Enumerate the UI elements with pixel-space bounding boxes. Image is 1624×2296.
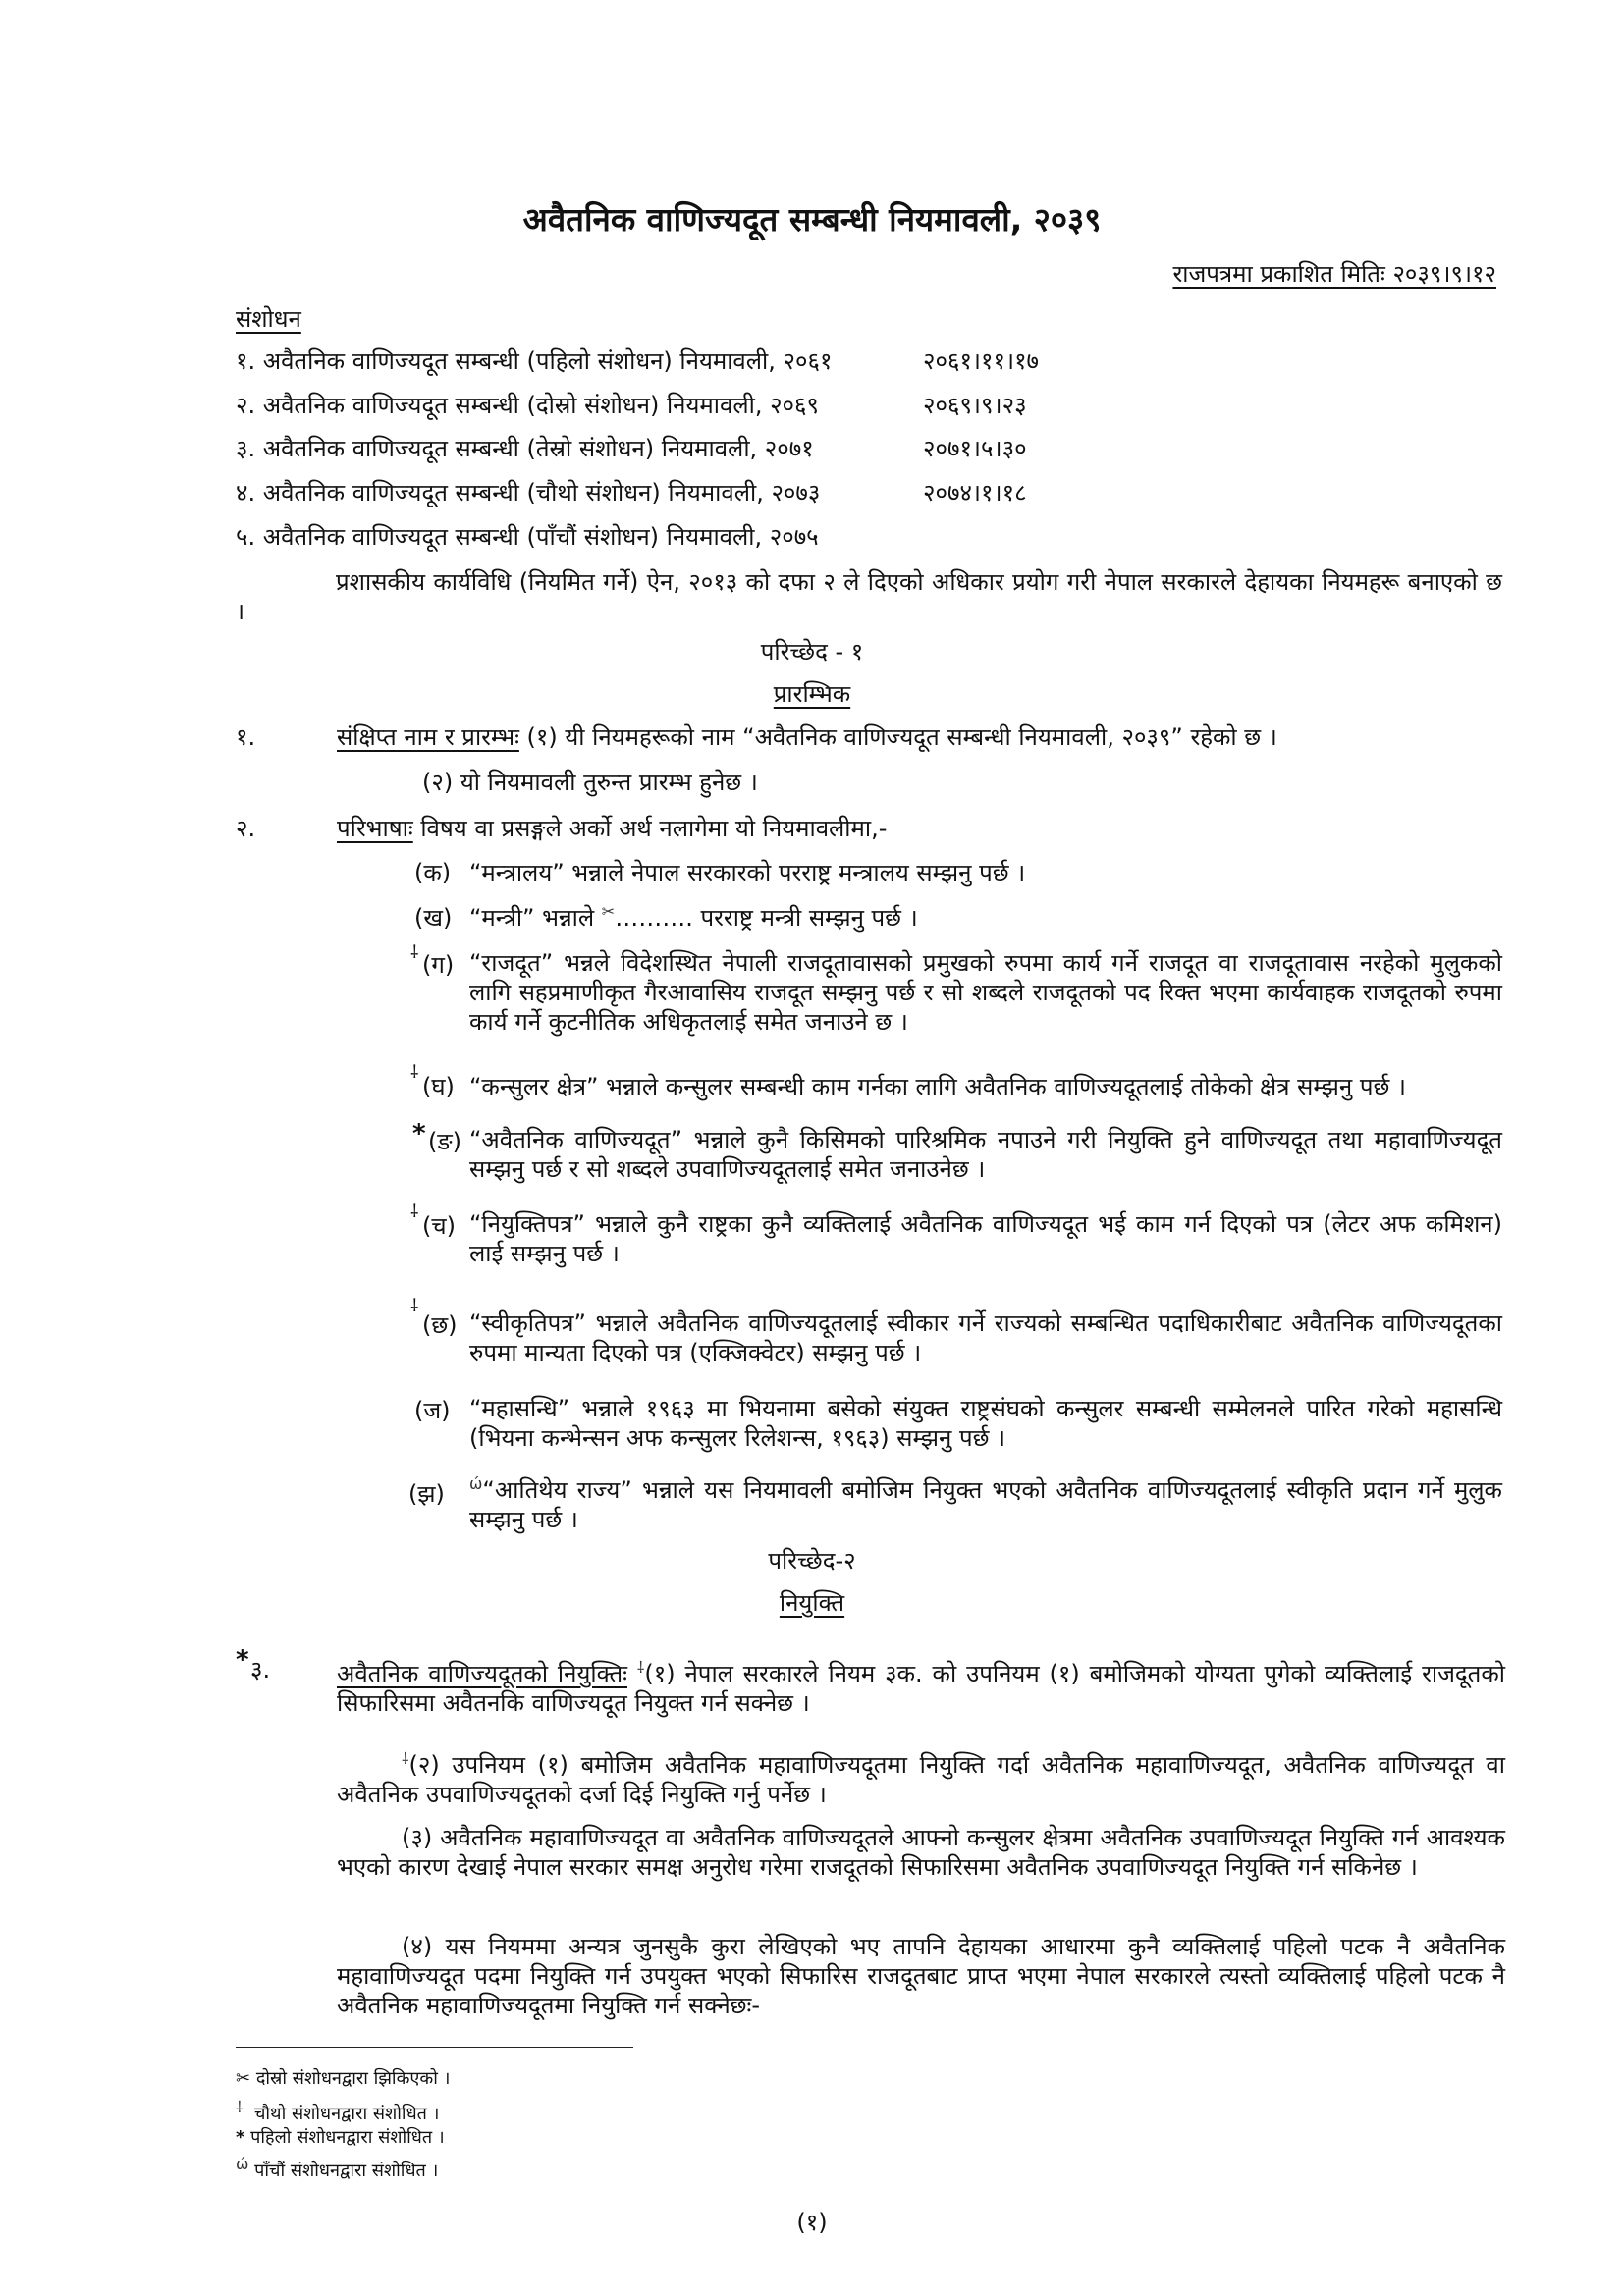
asterisk-icon: * <box>412 1119 426 1148</box>
rule-2 <box>337 812 887 844</box>
footnote-text: चौथो संशोधनद्वारा संशोधित । <box>253 2104 440 2124</box>
amendment-item <box>236 389 1365 421</box>
rule-3-heading: अवैतनिक वाणिज्यदूतको नियुक्तिः <box>337 1660 627 1687</box>
amendment-item <box>236 345 1365 377</box>
rule-3-sub-1-text: (१) नेपाल सरकारले नियम ३क. को उपनियम (१) बमोजिमको योग्यता पुगेको व्यक्तिलाई राजदूतको सिफारिसमा अवैतनकि वाणिज्यदूत नियुक्त गर्न सक्नेछ । <box>337 1660 1506 1717</box>
rule-3-sub-4: (४) यस नियममा अन्यत्र जुनसुकै कुरा लेखिएको भए तापनि देहायका आधारमा कुनै व्यक्तिलाई पहिलो पटक नै अवैतनिक महावाणिज्यदूत पदमा नियुक्ति गर्न उपयुक्त भएको सिफारिस राजदूतबाट प्राप्त भएमा नेपाल सरकारले त्यस्तो व्यक्तिलाई पहिलो पटक नै अवैतनिक महावाणिज्यदूतमा नियुक्ति गर्न सक्नेछः- <box>337 1933 1505 2019</box>
amendment-item <box>236 432 1365 464</box>
clause-text: “कन्सुलर क्षेत्र” भन्नाले कन्सुलर सम्बन्धी काम गर्नका लागि अवैतनिक वाणिज्यदूतलाई तोकेको क्षेत्र सम्झनु पर्छ । <box>469 1073 1407 1100</box>
amendment-item <box>236 476 1365 508</box>
rule-1-text: (१) यी नियमहरूको नाम “अवैतनिक वाणिज्यदूत सम्बन्धी नियमावली, २०३९” रहेको छ । <box>518 723 1277 751</box>
clause-label: (क) <box>414 859 452 886</box>
dagger-icon: ⸸ <box>410 1296 419 1316</box>
rule-2-heading: परिभाषाः <box>337 815 413 842</box>
clause-label: (ख) <box>414 904 453 932</box>
clause-text <box>469 1469 1502 1534</box>
clause-text-before: “मन्त्री” भन्नाले <box>469 904 602 932</box>
gazette-date: राजपत्रमा प्रकाशित मितिः २०३९।९।१२ <box>1172 260 1496 288</box>
chapter-1-label: परिच्छेद - १ <box>760 638 864 666</box>
amendments-heading: संशोधन <box>236 305 301 333</box>
amendment-title: ३. अवैतनिक वाणिज्यदूत सम्बन्धी (तेस्रो संशोधन) नियमावली, २०७१ <box>236 435 814 462</box>
dagger-icon: ⸸ <box>636 1658 645 1677</box>
asterisk-icon: * <box>236 2127 245 2148</box>
document-title: अवैतनिक वाणिज्यदूत सम्बन्धी नियमावली, २०३९ <box>522 200 1102 239</box>
clause-label: (झ) <box>408 1480 445 1508</box>
rule-2-text: विषय वा प्रसङ्गले अर्को अर्थ नलागेमा यो नियमावलीमा,- <box>412 815 888 842</box>
clause-label: (ङ) <box>428 1128 462 1155</box>
clause-label: (घ) <box>422 1073 455 1100</box>
dagger-icon: ⸸ <box>410 1201 419 1222</box>
scissors-icon: ✂ <box>601 902 616 921</box>
omega-icon: ώ <box>236 2155 249 2173</box>
clause-text-body: “आतिथेय राज्य” भन्नाले यस नियमावली बमोजिम नियुक्त भएको अवैतनिक वाणिज्यदूतलाई स्वीकृति प्रदान गर्ने मुलुक सम्झनु पर्छ । <box>469 1476 1502 1533</box>
rule-3-number: ३. <box>250 1656 271 1683</box>
clause-text: “मन्त्रालय” भन्नाले नेपाल सरकारको परराष्ट्र मन्त्रालय सम्झनु पर्छ । <box>469 859 1026 886</box>
footnote <box>236 2125 445 2149</box>
dagger-icon: ⸸ <box>402 1749 409 1768</box>
rule-3-sub-3: (३) अवैतनिक महावाणिज्यदूत वा अवैतनिक वाणिज्यदूतले आफ्नो कन्सुलर क्षेत्रमा अवैतनिक उपवाणिज्यदूत नियुक्ति गर्न आवश्यक भएको कारण देखाई नेपाल सरकार समक्ष अनुरोध गरेमा राजदूतको सिफारिसमा अवैतनिक उपवाणिज्यदूत नियुक्ति गर्न सकिनेछ । <box>337 1824 1505 1881</box>
rule-1 <box>337 721 1277 753</box>
footnote <box>236 2066 450 2090</box>
amendment-item <box>236 520 1365 553</box>
dagger-icon: ⸸ <box>236 2098 244 2116</box>
clause-text: “स्वीकृतिपत्र” भन्नाले अवैतनिक वाणिज्यदूतलाई स्वीकार गर्ने राज्यको सम्बन्धित पदाधिकारीबाट अवैतनिक वाणिज्यदूतका रुपमा मान्यता दिएको पत्र (एक्जिक्वेटर) सम्झनु पर्छ । <box>469 1309 1502 1366</box>
rule-3-sub-1 <box>337 1653 1505 1718</box>
amendment-title: १. अवैतनिक वाणिज्यदूत सम्बन्धी (पहिलो संशोधन) नियमावली, २०६१ <box>236 347 833 375</box>
footnote <box>236 2096 439 2125</box>
footnote-text: पाँचौं संशोधनद्वारा संशोधित । <box>254 2161 439 2181</box>
amendment-title: ५. अवैतनिक वाणिज्यदूत सम्बन्धी (पाँचौं संशोधन) नियमावली, २०७५ <box>236 523 819 551</box>
rule-1-number: १. <box>236 723 256 751</box>
page-number: (१) <box>796 2209 828 2236</box>
rule-1-sub-2: (२) यो नियमावली तुरुन्त प्रारम्भ हुनेछ । <box>422 769 758 796</box>
clause-text: “अवैतनिक वाणिज्यदूत” भन्नाले कुनै किसिमको पारिश्रमिक नपाउने गरी नियुक्ति हुने वाणिज्यदूत तथा महावाणिज्यदूत सम्झनु पर्छ र सो शब्दले उपवाणिज्यदूतलाई समेत जनाउनेछ । <box>469 1126 1502 1183</box>
amendment-title: ४. अवैतनिक वाणिज्यदूत सम्बन्धी (चौथो संशोधन) नियमावली, २०७३ <box>236 479 821 507</box>
clause-text <box>469 901 918 934</box>
chapter-2-label: परिच्छेद-२ <box>768 1547 856 1575</box>
dagger-icon: ⸸ <box>410 1062 419 1083</box>
amendment-date: २०७१।५।३० <box>923 435 1027 462</box>
amendment-date: २०६१।११।१७ <box>923 347 1040 375</box>
rule-2-number: २. <box>236 815 256 842</box>
footnote <box>236 2155 438 2182</box>
clause-label: (ग) <box>422 951 455 979</box>
chapter-1-title: प्रारम्भिक <box>773 680 851 708</box>
dagger-icon: ⸸ <box>410 942 419 963</box>
footnote-text: दोस्रो संशोधनद्वारा झिकिएको । <box>255 2068 451 2089</box>
rule-1-heading: संक्षिप्त नाम र प्रारम्भः <box>337 723 519 751</box>
asterisk-icon: * <box>236 1645 249 1675</box>
scissors-icon: ✂ <box>236 2068 251 2089</box>
omega-icon: ώ <box>469 1474 483 1493</box>
amendment-title: २. अवैतनिक वाणिज्यदूत सम्बन्धी (दोस्रो संशोधन) नियमावली, २०६९ <box>236 392 820 419</box>
clause-label: (छ) <box>422 1311 458 1339</box>
clause-text-after: ………. परराष्ट्र मन्त्री सम्झनु पर्छ । <box>615 904 918 932</box>
clause-text: “नियुक्तिपत्र” भन्नाले कुनै राष्ट्रका कुनै व्यक्तिलाई अवैतनिक वाणिज्यदूत भई काम गर्न दिएको पत्र (लेटर अफ कमिशन) लाई सम्झनु पर्छ । <box>469 1210 1502 1267</box>
clause-label: (च) <box>422 1212 456 1240</box>
footnote-separator <box>236 2047 633 2048</box>
amendment-date: २०७४।१।१८ <box>923 479 1027 507</box>
clause-text: “महासन्धि” भन्नाले १९६३ मा भियनामा बसेको संयुक्त राष्ट्रसंघको कन्सुलर सम्बन्धी सम्मेलनले पारित गरेको महासन्धि (भियना कन्भेन्सन अफ कन्सुलर रिलेशन्स, १९६३) सम्झनु पर्छ । <box>469 1395 1502 1452</box>
preamble: प्रशासकीय कार्यविधि (नियमित गर्ने) ऐन, २०१३ को दफा २ ले दिएको अधिकार प्रयोग गरी नेपाल सरकारले देहायका नियमहरू बनाएको छ । <box>236 568 1502 625</box>
chapter-2-title: नियुक्ति <box>779 1589 845 1617</box>
clause-text: “राजदूत” भन्नले विदेशस्थित नेपाली राजदूतावासको प्रमुखको रुपमा कार्य गर्ने राजदूत वा राजदूतावास नरहेको मुलुकको लागि सहप्रमाणीकृत गैरआवासिय राजदूत सम्झनु पर्छ र सो शब्दले राजदूतको पद रिक्त भएमा कार्यवाहक राजदूतको रुपमा कार्य गर्ने कुटनीतिक अधिकृतलाई समेत जनाउने छ । <box>469 949 1502 1036</box>
rule-3-sub-2 <box>337 1744 1505 1809</box>
rule-3-sub-2-text: (२) उपनियम (१) बमोजिम अवैतनिक महावाणिज्यदूतमा नियुक्ति गर्दा अवैतनिक महावाणिज्यदूत, अवैतनिक वाणिज्यदूत वा अवैतनिक उपवाणिज्यदूतको दर्जा दिई नियुक्ति गर्नु पर्नेछ । <box>337 1751 1505 1808</box>
footnote-text: पहिलो संशोधनद्वारा संशोधित । <box>250 2127 445 2148</box>
amendment-date: २०६९।९।२३ <box>923 392 1027 419</box>
clause-label: (ज) <box>414 1397 451 1424</box>
